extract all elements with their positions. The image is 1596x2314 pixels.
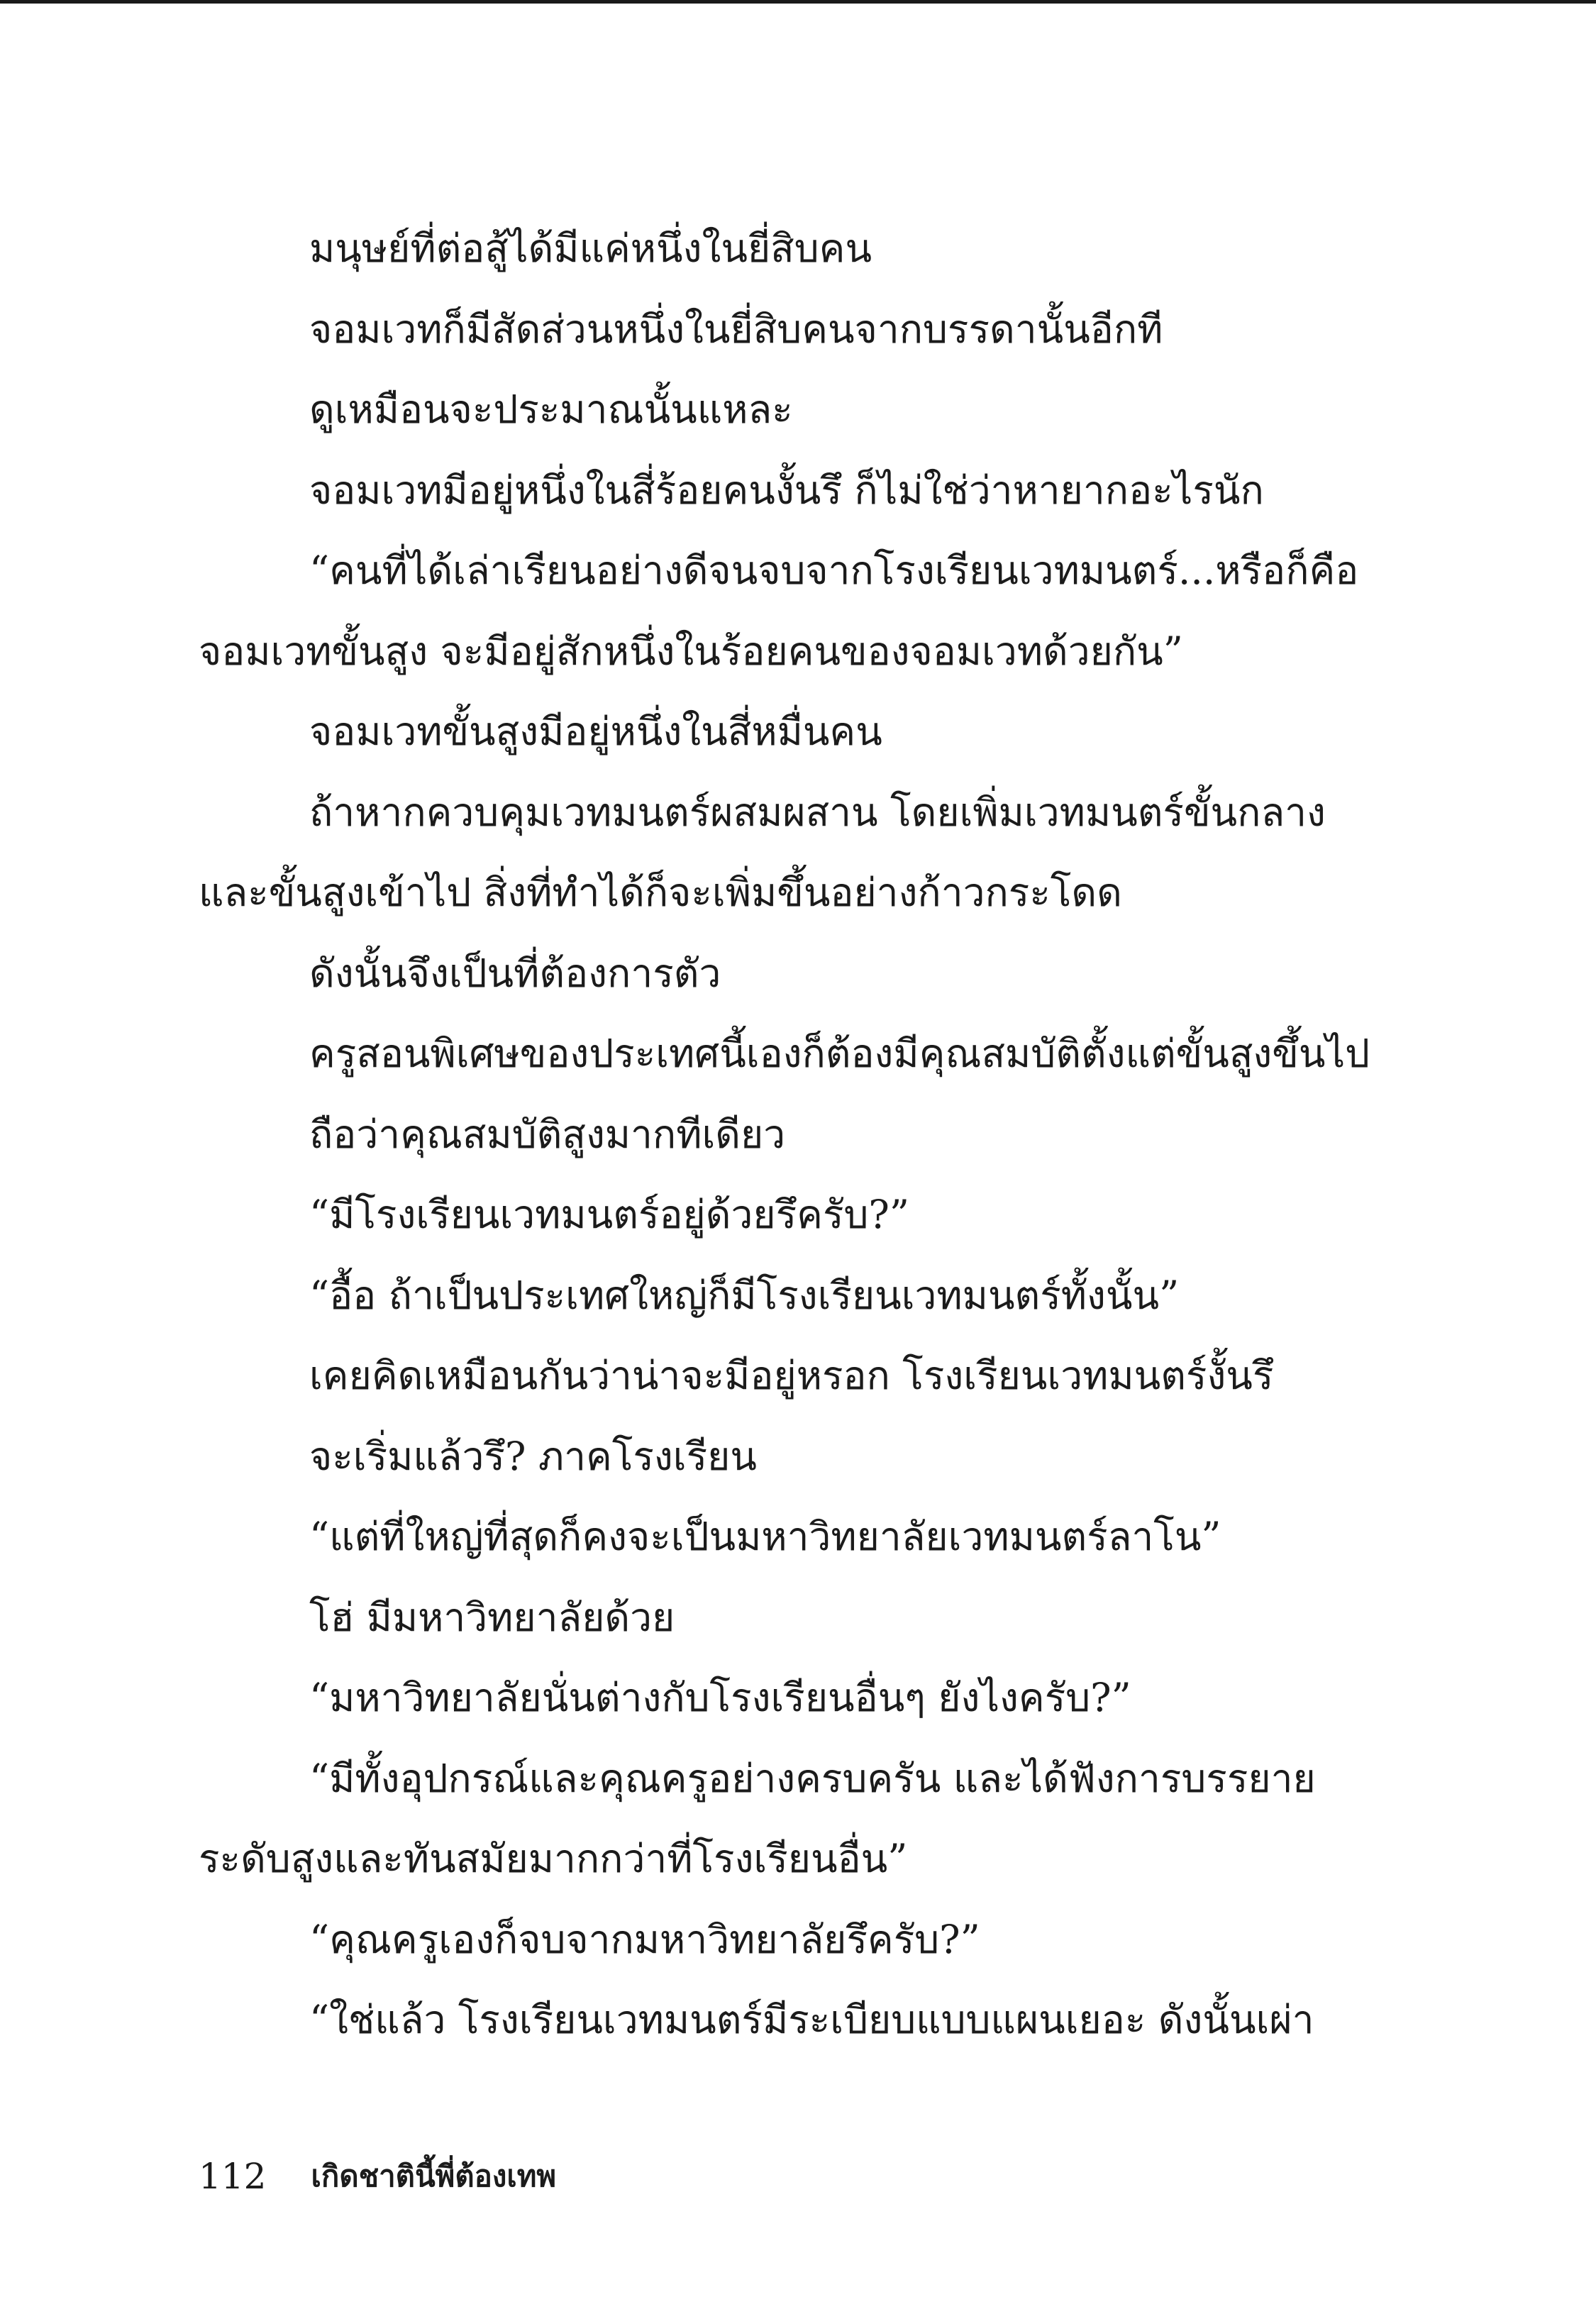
text-line: โฮ่ มีมหาวิทยาลัยด้วย (309, 1594, 675, 1640)
top-border-line (0, 0, 1596, 4)
text-line: จอมเวทขั้นสูง จะมีอยู่สักหนึ่งในร้อยคนของจอมเวทด้วยกัน” (199, 628, 1183, 674)
text-line: “ใช่แล้ว โรงเรียนเวทมนตร์มีระเบียบแบบแผนเยอะ ดังนั้นเผ่า (309, 1997, 1314, 2042)
text-line: “มีทั้งอุปกรณ์และคุณครูอย่างครบครัน และได้ฟังการบรรยาย (309, 1755, 1316, 1801)
text-line: จอมเวทขั้นสูงมีอยู่หนึ่งในสี่หมื่นคน (309, 709, 882, 754)
page-number: 112 (199, 2156, 267, 2197)
text-line: ระดับสูงและทันสมัยมากกว่าที่โรงเรียนอื่น” (199, 1836, 908, 1881)
body-text (199, 220, 1370, 2072)
text-line: “แต่ที่ใหญ่ที่สุดก็คงจะเป็นมหาวิทยาลัยเวทมนตร์ลาโน” (309, 1514, 1221, 1559)
text-line: “คนที่ได้เล่าเรียนอย่างดีจนจบจากโรงเรียนเวทมนตร์...หรือก็คือ (309, 548, 1359, 593)
book-title: เกิดชาตินี้พี่ต้องเทพ (311, 2159, 557, 2193)
text-line: ถือว่าคุณสมบัติสูงมากทีเดียว (309, 1111, 786, 1157)
text-line: มนุษย์ที่ต่อสู้ได้มีแค่หนึ่งในยี่สิบคน (309, 226, 872, 271)
text-line: จอมเวทมีอยู่หนึ่งในสี่ร้อยคนงั้นรึ ก็ไม่ใช่ว่าหายากอะไรนัก (309, 467, 1264, 513)
page-footer (199, 2153, 556, 2210)
text-line: “อื้อ ถ้าเป็นประเทศใหญ่ก็มีโรงเรียนเวทมนตร์ทั้งนั้น” (309, 1272, 1180, 1318)
text-line: ครูสอนพิเศษของประเทศนี้เองก็ต้องมีคุณสมบัติตั้งแต่ขั้นสูงขึ้นไป (309, 1031, 1370, 1076)
text-line: ถ้าหากควบคุมเวทมนตร์ผสมผสาน โดยเพิ่มเวทมนตร์ขั้นกลาง (309, 789, 1326, 835)
text-line: “มหาวิทยาลัยนั่นต่างกับโรงเรียนอื่นๆ ยังไงครับ?” (309, 1675, 1131, 1720)
text-line: “คุณครูเองก็จบจากมหาวิทยาลัยรึครับ?” (309, 1916, 980, 1962)
text-line: ดังนั้นจึงเป็นที่ต้องการตัว (309, 950, 721, 996)
text-line: เคยคิดเหมือนกันว่าน่าจะมีอยู่หรอก โรงเรียนเวทมนตร์งั้นรึ (309, 1353, 1274, 1398)
text-line: และขั้นสูงเข้าไป สิ่งที่ทำได้ก็จะเพิ่มขึ้นอย่างก้าวกระโดด (199, 870, 1122, 915)
text-line: จะเริ่มแล้วรึ? ภาคโรงเรียน (309, 1433, 757, 1479)
text-line: ดูเหมือนจะประมาณนั้นแหละ (309, 387, 793, 432)
text-line: จอมเวทก็มีสัดส่วนหนึ่งในยี่สิบคนจากบรรดานั้นอีกที (309, 306, 1163, 352)
text-line: “มีโรงเรียนเวทมนตร์อยู่ด้วยรึครับ?” (309, 1192, 910, 1237)
